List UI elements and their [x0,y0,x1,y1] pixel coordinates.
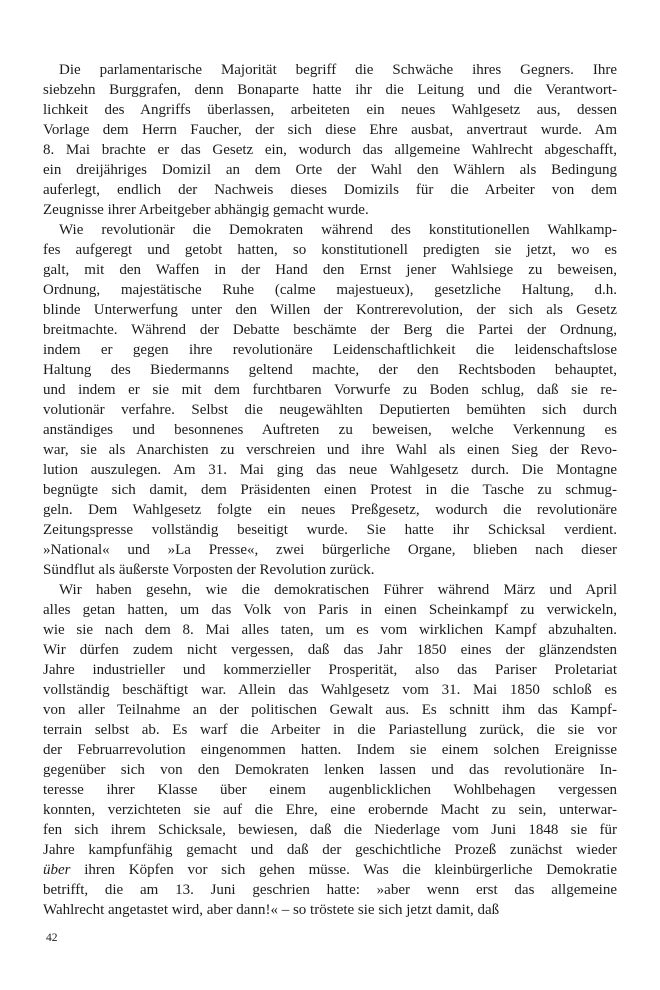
text-line: lichkeit des Angriffs überlassen, arbeiteten ein neues Wahlgesetz aus, dessen [43,102,617,118]
text-line: betrifft, die am 13. Juni geschrien hatte: »aber wenn erst das allgemeine [43,882,617,898]
text-line: ein dreijähriges Domizil an dem Orte der Wahl den Wählern als Bedingung [43,162,617,178]
text-line: Die parlamentarische Majorität begriff die Schwäche ihres Gegners. Ihre [59,62,617,78]
text-line: siebzehn Burggrafen, denn Bonaparte hatte ihr die Leitung und die Verantwort- [43,82,617,98]
text-line: vollständig beschäftigt war. Allein das Wahlgesetz vom 31. Mai 1850 schloß es [43,682,617,698]
text-line: Ordnung, majestätische Ruhe (calme majestueux), gesetzliche Haltung, d.h. [43,282,617,298]
page-number: 42 [46,932,58,944]
text-line: Wir dürfen zudem nicht vergessen, daß das Jahr 1850 eines der glänzendsten [43,642,617,658]
text-line: begnügte sich damit, dem Präsidenten einen Protest in die Tasche zu schmug- [43,482,617,498]
text-line: fes aufgeregt und getobt hatten, so konstitutionell predigten sie jetzt, wo es [43,242,617,258]
text-line: auferlegt, endlich der Nachweis dieses Domizils für die Arbeiter von dem [43,182,617,198]
text-line: Jahre kampfunfähig gemacht und daß der geschichtliche Prozeß zunächst wieder [43,842,617,858]
text-line: indem er gegen ihre revolutionäre Leidenschaftlichkeit die leidenschaftslose [43,342,617,358]
text-line: alles getan hatten, um das Volk von Paris in einen Scheinkampf zu verwickeln, [43,602,617,618]
text-line: gegenüber sich von den Demokraten lenken lassen und das revolutionäre In- [43,762,617,778]
paragraph [43,220,617,580]
text-line: volutionär verfahre. Selbst die neugewählten Deputierten bemühten sich durch [43,402,617,418]
book-page-text-block [43,60,617,920]
text-line: anständiges und besonnenes Auftreten zu beweisen, welche Verkennung es [43,422,617,438]
text-line: 8. Mai brachte er das Gesetz ein, wodurch das allgemeine Wahlrecht abgeschafft, [43,142,617,158]
text-line: Sündflut als äußerste Vorposten der Revolution zurück. [43,562,375,578]
text-line: fen sich ihrem Schicksale, bewiesen, daß die Niederlage vom Juni 1848 sie für [43,822,617,838]
text-line: breitmachte. Während der Debatte beschämte der Berg die Partei der Ordnung, [43,322,617,338]
text-line: blinde Unterwerfung unter den Willen der Kontrerevolution, der sich als Gesetz [43,302,617,318]
text-line: konnten, verzichteten sie auf die Ehre, eine erobernde Macht zu sein, unterwar- [43,802,617,818]
text-line: lution auszulegen. Am 31. Mai ging das neue Wahlgesetz durch. Die Montagne [43,462,617,478]
text-line: der Februarrevolution eingenommen hatten. Indem sie einem solchen Ereignisse [43,742,617,758]
text-line: von aller Teilnahme an der politischen Gewalt aus. Es schnitt ihm das Kampf- [43,702,617,718]
paragraph [43,580,617,920]
text-line: terrain selbst ab. Es warf die Arbeiter in die Pariastellung zurück, die sie vor [43,722,617,738]
text-line: Wie revolutionär die Demokraten während des konstitutionellen Wahlkamp- [59,222,617,238]
text-line: wie sie nach dem 8. Mai alles taten, um es vom wirklichen Kampf abzuhalten. [43,622,617,638]
text-line: über ihren Köpfen vor sich gehen müsse. Was die kleinbürgerliche Demokratie [43,862,617,878]
text-line: geln. Dem Wahlgesetz folgte ein neues Preßgesetz, wodurch die revolutionäre [43,502,617,518]
text-line: »National« und »La Presse«, zwei bürgerliche Organe, blieben nach dieser [43,542,617,558]
text-line: und indem er sie mit dem furchtbaren Vorwurfe zu Boden schlug, daß sie re- [43,382,617,398]
text-line: teresse ihrer Klasse über einem augenblicklichen Wohlbehagen vergessen [43,782,617,798]
text-line: Wahlrecht angetastet wird, aber dann!« – so tröstete sie sich jetzt damit, daß [43,902,500,918]
text-line: Wir haben gesehn, wie die demokratischen Führer während März und April [59,582,617,598]
text-line: Vorlage dem Herrn Faucher, der sich diese Ehre ausbat, anvertraut wurde. Am [43,122,617,138]
text-line: galt, mit den Waffen in der Hand den Ernst jener Wahlsiege zu beweisen, [43,262,617,278]
paragraph [43,60,617,220]
text-line: Haltung des Biedermanns geltend machte, der den Rechtsboden behauptet, [43,362,617,378]
text-line: Zeugnisse ihrer Arbeitgeber abhängig gemacht wurde. [43,202,369,218]
text-line: war, sie als Anarchisten zu verschreien und ihre Wahl als einen Sieg der Revo- [43,442,617,458]
text-line: Zeitungspresse vollständig beseitigt wurde. Sie hatte ihr Schicksal verdient. [43,522,617,538]
text-line: Jahre industrieller und kommerzieller Prosperität, also das Pariser Proletariat [43,662,617,678]
